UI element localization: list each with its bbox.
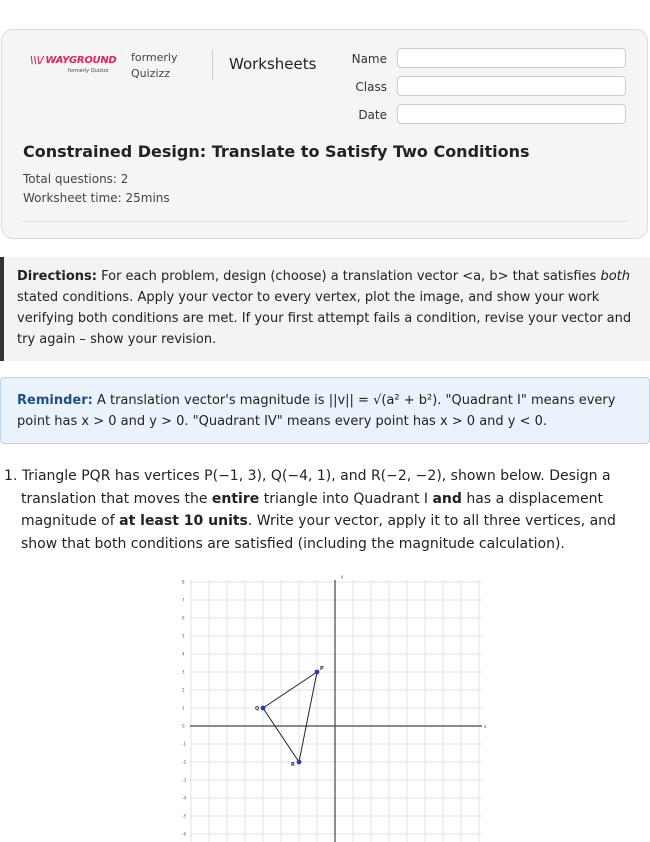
question-bold-part: and [432,490,462,507]
header-rule [23,221,627,222]
y-tick-label: -5 [182,813,186,819]
vertex-label-p: P [320,666,324,672]
y-tick-label: 6 [182,615,185,621]
date-label: Date [358,108,387,122]
x-axis-label: x [484,724,487,729]
wayground-mark-icon: \\\/ [30,55,44,66]
worksheet-title: Constrained Design: Translate to Satisfy Two Conditions [23,142,530,161]
coordinate-graph [0,570,650,842]
reminder-label: Reminder: [17,393,93,408]
y-tick-label: 3 [182,669,185,675]
y-tick-label: 4 [182,651,185,657]
y-tick-label: -2 [182,759,186,765]
y-tick-label: 5 [182,633,185,639]
formerly-quizizz-note [131,50,178,82]
question-1-text [4,465,634,555]
graph-tick-labels [182,580,186,837]
y-tick-label: 2 [182,687,185,693]
y-tick-label: -1 [182,741,186,747]
triangle-outline [263,672,317,762]
vertex-label-q: Q [255,706,260,712]
question-number: 1. [4,468,18,484]
y-tick-label: 0 [182,723,185,729]
section-title: Worksheets [229,55,317,73]
date-input[interactable] [397,104,626,124]
class-input[interactable] [397,76,626,96]
question-bold-part: at least 10 units [119,513,248,529]
header-divider [212,50,213,80]
directions-box [0,257,650,361]
worksheet-time: Worksheet time: 25mins [23,191,170,205]
y-tick-label: -4 [182,795,186,801]
vertex-label-r: R [291,762,295,768]
question-bold-part: entire [211,490,260,507]
y-tick-label: 1 [182,705,185,711]
directions-text-b: stated conditions. Apply your vector to every vertex, plot the image, and show your work verifying both conditions are met. If your first attempt fails a condition, revise your vector and try again – show your revision. [17,290,632,347]
question-text-part: Triangle PQR has vertices P(−1, 3), Q(−4, 1), and R(−2, −2), shown below. Design a translation that moves the [21,468,611,507]
vertex-point-q [261,706,266,711]
formerly-line1: formerly [131,51,178,64]
reminder-text: A translation vector's magnitude is ||v|| = √(a² + b²). "Quadrant I" means every point has x > 0 and y > 0. "Quadrant IV" means every point has x > 0 and y < 0. [17,393,616,429]
question-1 [4,465,634,555]
y-axis-label: y [341,574,344,579]
class-label: Class [355,80,387,94]
question-text-part: triangle into Quadrant I [259,490,433,507]
y-tick-label: 8 [182,579,185,585]
name-input[interactable] [397,48,626,68]
y-tick-label: -6 [182,831,186,837]
directions-emphasis: both [600,269,630,284]
directions-text-a: For each problem, design (choose) a translation vector <a, b> that satisfies [96,269,601,284]
graph-grid [190,580,482,842]
logo-text: WAYGROUND [45,55,117,66]
vertex-point-p [315,670,320,675]
triangle-pqr [255,666,324,768]
logo-subtext: formerly Quizizz [68,68,109,74]
y-tick-label: 7 [182,597,185,603]
directions-label: Directions: [17,269,97,284]
vertex-point-r [297,760,302,765]
y-tick-label: -3 [182,777,186,783]
formerly-line2: Quizizz [131,67,171,80]
question-text-part: . Write your vector, apply it to all three vertices, and show that both conditions are satisfied (including the magnitude calculation). [21,513,616,552]
total-questions: Total questions: 2 [23,172,129,186]
wayground-logo [30,55,116,74]
reminder-box [0,377,650,444]
question-text-part: has a displacement magnitude of [21,490,603,529]
name-label: Name [351,52,387,66]
